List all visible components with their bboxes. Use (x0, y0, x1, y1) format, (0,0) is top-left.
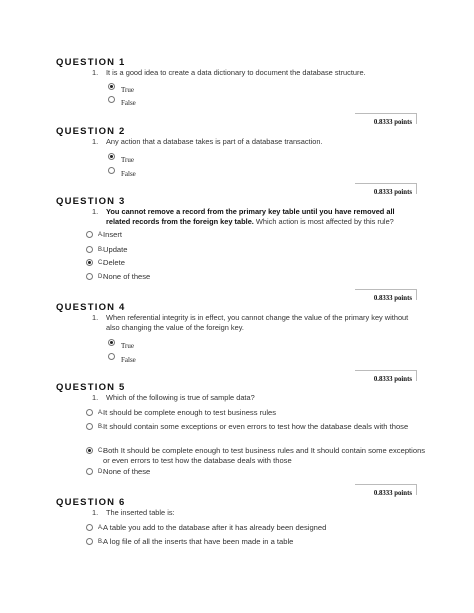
q4-option-false[interactable] (108, 356, 136, 364)
q5-option-a[interactable] (86, 408, 426, 418)
q4-option-true[interactable] (108, 342, 134, 350)
option-label: Both It should be complete enough to test business rules and It should contain some exceptions or even errors to test how the database deals with those (103, 446, 426, 465)
option-label: Insert (103, 230, 122, 239)
option-letter: D. (98, 274, 104, 280)
q3-option-b[interactable] (86, 245, 426, 255)
option-letter: A. (98, 525, 104, 531)
question-number: 1. (92, 393, 99, 402)
option-letter: A. (98, 410, 104, 416)
question-number: 1. (92, 508, 99, 517)
question-body: It is a good idea to create a data dictionary to document the database structure. (106, 68, 366, 77)
question-1-heading: QUESTION 1 (56, 57, 126, 68)
question-number: 1. (92, 207, 99, 216)
option-label: False (121, 170, 136, 178)
points-label: 0.8333 points (373, 295, 412, 302)
question-body: When referential integrity is in effect, you cannot change the value of the primary key without also changing the value of the foreign key. (106, 313, 409, 332)
radio-unselected-icon[interactable] (108, 167, 115, 174)
q3-option-a[interactable] (86, 230, 426, 240)
q4-points (355, 370, 417, 381)
question-4-text (92, 313, 417, 333)
question-3-heading: QUESTION 3 (56, 196, 126, 207)
points-label: 0.8333 points (373, 376, 412, 383)
question-body: Any action that a database takes is part of a database transaction. (106, 137, 323, 146)
radio-unselected-icon[interactable] (86, 423, 93, 430)
radio-selected-icon[interactable] (108, 339, 115, 346)
radio-selected-icon[interactable] (108, 153, 115, 160)
question-number: 1. (92, 68, 99, 77)
question-2-text (92, 137, 417, 147)
q3-option-d[interactable] (86, 272, 426, 282)
option-letter: B. (98, 247, 104, 253)
option-label: True (121, 86, 134, 94)
option-label: A table you add to the database after it has already been designed (103, 523, 327, 532)
option-letter: C. (98, 260, 104, 266)
radio-unselected-icon[interactable] (108, 353, 115, 360)
option-label: True (121, 342, 134, 350)
q5-option-c[interactable] (86, 446, 426, 466)
option-label: It should be complete enough to test business rules (103, 408, 277, 417)
q5-option-d[interactable] (86, 467, 426, 477)
q3-option-c[interactable] (86, 258, 426, 268)
radio-unselected-icon[interactable] (86, 409, 93, 416)
q3-points (355, 289, 417, 300)
question-rest-text: Which action is most affected by this rule? (253, 217, 394, 226)
question-number: 1. (92, 313, 99, 322)
question-body: The inserted table is: (106, 508, 175, 517)
q6-option-b[interactable] (86, 537, 426, 547)
question-body: Which of the following is true of sample data? (106, 393, 255, 402)
question-3-text (92, 207, 417, 227)
q1-option-false[interactable] (108, 99, 136, 107)
radio-unselected-icon[interactable] (108, 96, 115, 103)
q5-option-b[interactable] (86, 422, 426, 432)
radio-selected-icon[interactable] (86, 259, 93, 266)
option-letter: B. (98, 539, 104, 545)
q2-points (355, 183, 417, 194)
option-label: It should contain some exceptions or even errors to test how the database deals with those (103, 422, 409, 431)
question-2-heading: QUESTION 2 (56, 126, 126, 137)
question-5-heading: QUESTION 5 (56, 382, 126, 393)
radio-unselected-icon[interactable] (86, 468, 93, 475)
question-number: 1. (92, 137, 99, 146)
question-bold-text: You cannot remove a record from the primary key table until you have removed all related records from the foreign key table. (106, 207, 395, 226)
radio-unselected-icon[interactable] (86, 273, 93, 280)
q5-points (355, 484, 417, 495)
radio-unselected-icon[interactable] (86, 538, 93, 545)
option-letter: B. (98, 424, 104, 430)
option-label: None of these (103, 272, 151, 281)
option-label: A log file of all the inserts that have been made in a table (103, 537, 294, 546)
question-5-text (92, 393, 417, 403)
points-label: 0.8333 points (373, 119, 412, 126)
option-letter: C. (98, 448, 104, 454)
q6-option-a[interactable] (86, 523, 426, 533)
option-letter: A. (98, 232, 104, 238)
radio-unselected-icon[interactable] (86, 246, 93, 253)
option-label: False (121, 99, 136, 107)
q2-option-true[interactable] (108, 156, 134, 164)
option-label: Delete (103, 258, 125, 267)
question-6-text (92, 508, 417, 518)
question-body (92, 207, 417, 227)
option-label: None of these (103, 467, 151, 476)
q2-option-false[interactable] (108, 170, 136, 178)
question-4-heading: QUESTION 4 (56, 302, 126, 313)
option-label: False (121, 356, 136, 364)
points-label: 0.8333 points (373, 189, 412, 196)
radio-unselected-icon[interactable] (86, 231, 93, 238)
points-label: 0.8333 points (373, 490, 412, 497)
option-label: True (121, 156, 134, 164)
question-1-text (92, 68, 417, 78)
radio-selected-icon[interactable] (108, 83, 115, 90)
question-6-heading: QUESTION 6 (56, 497, 126, 508)
q1-points (355, 113, 417, 124)
radio-selected-icon[interactable] (86, 447, 93, 454)
radio-unselected-icon[interactable] (86, 524, 93, 531)
option-letter: D. (98, 469, 104, 475)
option-label: Update (103, 245, 128, 254)
q1-option-true[interactable] (108, 86, 134, 94)
